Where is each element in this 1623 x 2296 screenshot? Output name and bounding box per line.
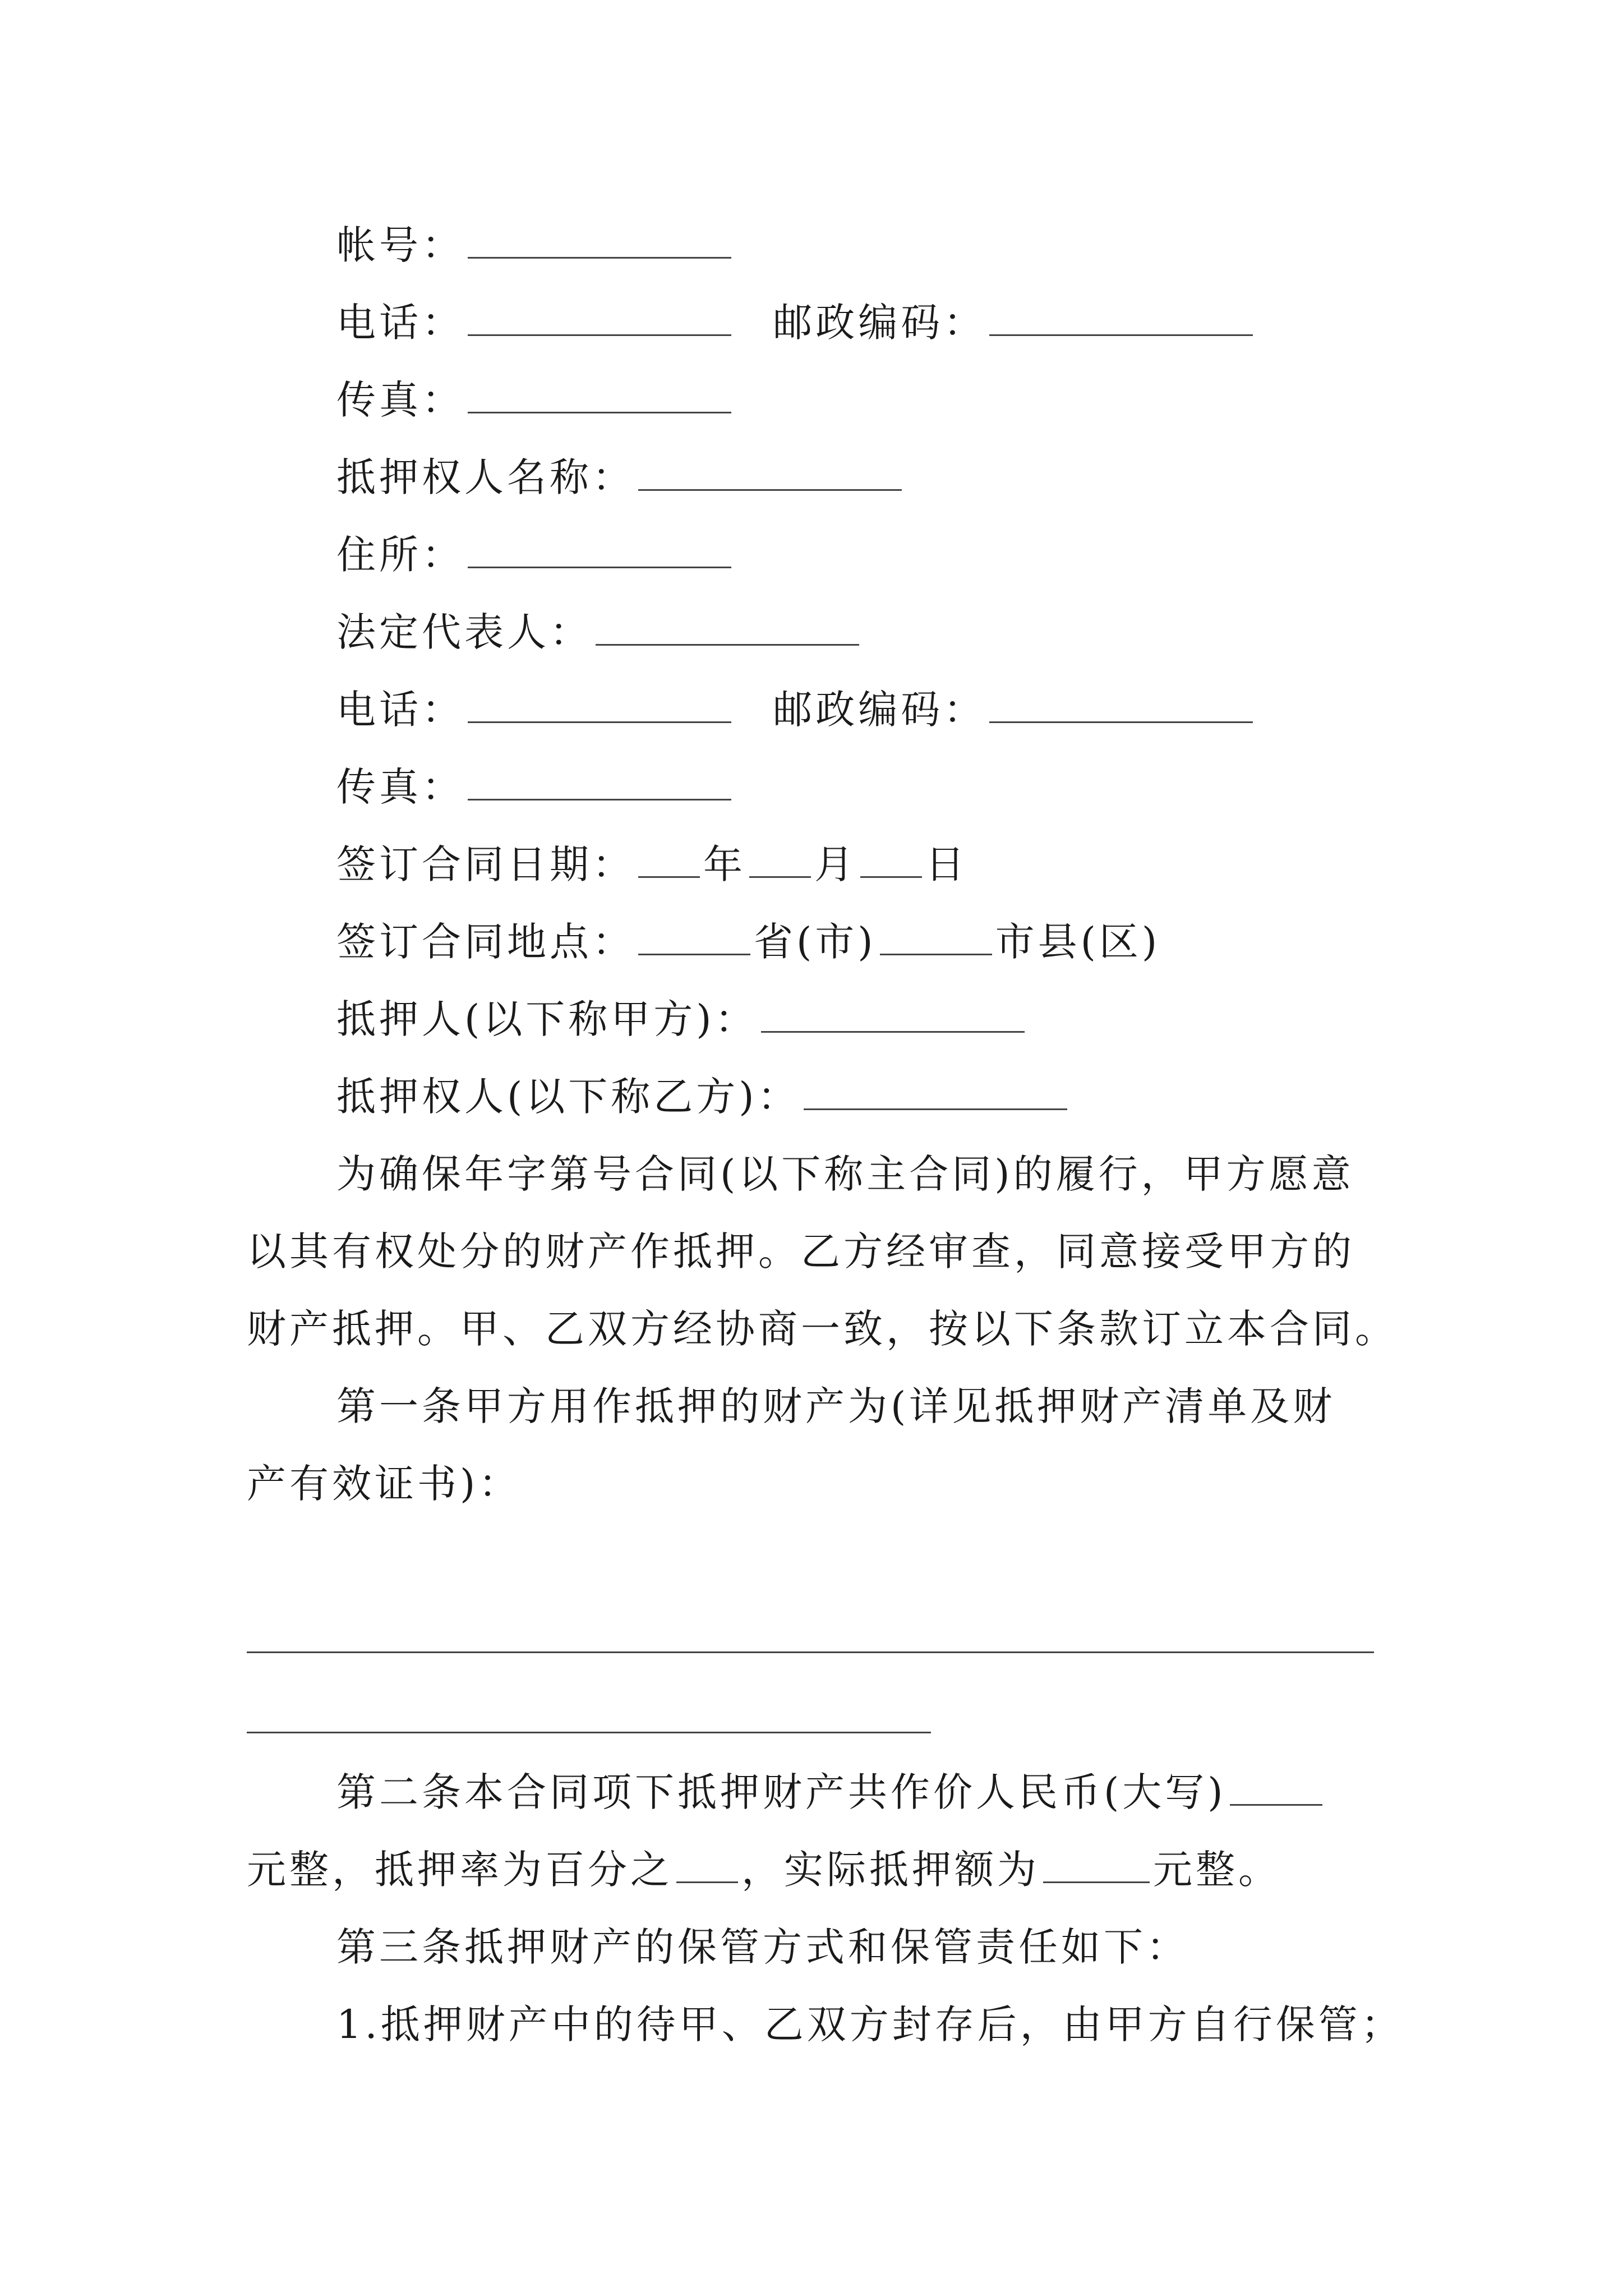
party-b-blank[interactable] (804, 1069, 1067, 1110)
fax-label: 传真： (336, 764, 464, 810)
intro-line-3: 财产抵押。甲、乙双方经协商一致，按以下条款订立本合同。 (247, 1306, 1398, 1352)
intro-line-1: 为确保年字第号合同(以下称主合同)的履行，甲方愿意 (336, 1151, 1354, 1197)
account-label: 帐号： (336, 222, 464, 268)
legal-rep-blank[interactable] (596, 605, 859, 646)
phone-blank[interactable] (468, 682, 731, 723)
intro-line-2: 以其有权处分的财产作抵押。乙方经审查，同意接受甲方的 (247, 1228, 1355, 1274)
sign-place-line (336, 914, 1160, 970)
year-blank[interactable] (638, 837, 700, 878)
county-label: 市县(区) (995, 919, 1161, 965)
account-line (336, 217, 735, 273)
property-blank-line-1[interactable] (247, 1651, 1374, 1653)
year-label: 年 (703, 841, 746, 887)
province-blank[interactable] (638, 914, 750, 955)
residence-line (336, 527, 735, 583)
phone-postcode-line-2 (336, 682, 1256, 738)
postcode-blank[interactable] (989, 295, 1253, 336)
article-2-line-1 (336, 1764, 1326, 1820)
article-2-text-a: 元整，抵押率为百分之 (247, 1847, 673, 1893)
sign-date-label: 签订合同日期： (336, 841, 635, 887)
mortgagee-name-label: 抵押权人名称： (336, 454, 635, 500)
article-2-text-c: 元整。 (1153, 1847, 1281, 1893)
sign-date-line (336, 836, 968, 892)
article-1-line-1: 第一条甲方用作抵押的财产为(详见抵押财产清单及财 (336, 1383, 1336, 1429)
article-1-line-2: 产有效证书)： (247, 1461, 522, 1507)
account-blank[interactable] (468, 218, 731, 259)
legal-rep-label: 法定代表人： (336, 609, 592, 655)
article-2-text: 第二条本合同项下抵押财产共作价人民币(大写) (336, 1769, 1227, 1815)
phone-postcode-line-1 (336, 295, 1256, 351)
fax-blank[interactable] (468, 372, 731, 413)
party-b-line (336, 1069, 1071, 1125)
rate-blank[interactable] (676, 1842, 738, 1883)
fax-label: 传真： (336, 377, 464, 423)
phone-label: 电话： (336, 687, 464, 733)
county-blank[interactable] (880, 914, 992, 955)
day-label: 日 (925, 841, 968, 887)
postcode-blank[interactable] (989, 682, 1253, 723)
party-b-label: 抵押权人(以下称乙方)： (336, 1074, 800, 1120)
total-value-blank[interactable] (1230, 1765, 1322, 1806)
fax-blank[interactable] (468, 760, 731, 800)
article-2-line-2 (247, 1842, 1281, 1898)
phone-blank[interactable] (468, 295, 731, 336)
mortgagee-name-blank[interactable] (638, 450, 902, 491)
residence-label: 住所： (336, 532, 464, 578)
party-a-blank[interactable] (761, 992, 1025, 1033)
province-label: 省(市) (754, 919, 877, 965)
article-3-line-2: 1.抵押财产中的待甲、乙双方封存后，由甲方自行保管； (336, 2001, 1404, 2047)
sign-place-label: 签订合同地点： (336, 919, 635, 965)
property-blank-line-2[interactable] (247, 1732, 931, 1733)
amount-blank[interactable] (1043, 1842, 1150, 1883)
postcode-label: 邮政编码： (773, 300, 986, 346)
day-blank[interactable] (860, 837, 922, 878)
party-a-line (336, 991, 1028, 1047)
postcode-label: 邮政编码： (773, 687, 986, 733)
month-label: 月 (814, 841, 857, 887)
fax-line-1 (336, 372, 735, 428)
residence-blank[interactable] (468, 527, 731, 568)
party-a-label: 抵押人(以下称甲方)： (336, 996, 758, 1042)
fax-line-2 (336, 759, 735, 815)
article-2-text-b: ，实际抵押额为 (741, 1847, 1040, 1893)
month-blank[interactable] (749, 837, 811, 878)
article-3-line-1: 第三条抵押财产的保管方式和保管责任如下： (336, 1924, 1189, 1970)
phone-label: 电话： (336, 300, 464, 346)
mortgagee-name-line (336, 449, 905, 505)
legal-rep-line (336, 604, 863, 660)
